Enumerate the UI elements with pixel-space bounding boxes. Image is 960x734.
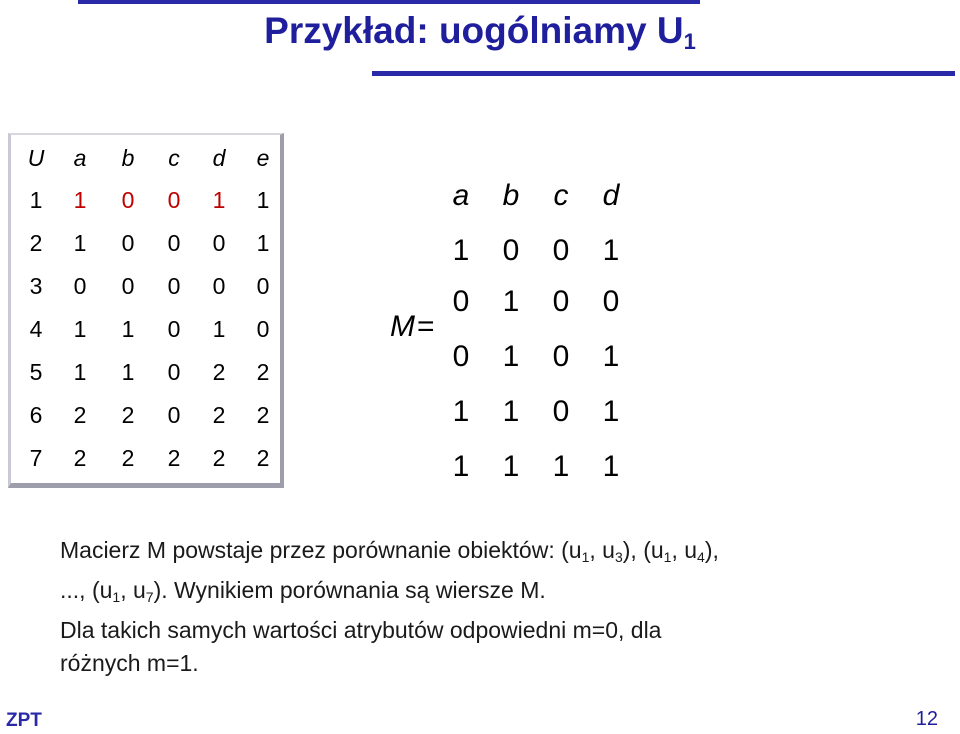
description-segment: ), bbox=[704, 537, 719, 563]
table-cell: 1 bbox=[29, 187, 43, 213]
footer-logo-text: ZPT bbox=[6, 710, 42, 731]
matrix-cell: 0 bbox=[602, 285, 620, 318]
table-cell: 7 bbox=[29, 445, 43, 471]
table-cell: 2 bbox=[212, 445, 226, 471]
table-cell: 0 bbox=[167, 273, 181, 299]
matrix-cell: 1 bbox=[452, 450, 470, 483]
table-cell: 0 bbox=[256, 316, 270, 342]
matrix-header-1: b bbox=[502, 179, 520, 212]
matrix-cell: 0 bbox=[552, 285, 570, 318]
table-cell: 1 bbox=[212, 316, 226, 342]
matrix-cell: 0 bbox=[552, 340, 570, 373]
slide-title bbox=[0, 10, 960, 55]
table-cell: 2 bbox=[73, 402, 87, 428]
description-segment: ). Wynikiem porównania są wiersze M. bbox=[153, 577, 546, 603]
table-cell: 1 bbox=[73, 316, 87, 342]
table-cell: 6 bbox=[29, 402, 43, 428]
matrix-cell: 0 bbox=[452, 340, 470, 373]
slide-title-text: Przykład: uogólniamy U bbox=[264, 10, 684, 51]
description-segment: , u bbox=[120, 577, 146, 603]
description-subscript: 4 bbox=[697, 549, 705, 565]
description-subscript: 3 bbox=[614, 549, 623, 565]
matrix-cell: 1 bbox=[502, 395, 520, 428]
matrix-header-0: a bbox=[452, 179, 470, 212]
matrix-cell: 1 bbox=[452, 234, 470, 267]
description-subscript: 7 bbox=[145, 589, 154, 605]
table-cell: 0 bbox=[121, 230, 135, 256]
description-text bbox=[60, 534, 940, 680]
table-cell: 0 bbox=[167, 187, 181, 213]
table-cell: 2 bbox=[212, 402, 226, 428]
table-cell: 0 bbox=[212, 230, 226, 256]
title-underline-rule bbox=[372, 71, 955, 76]
table-cell: 2 bbox=[256, 359, 270, 385]
table-cell: 0 bbox=[167, 402, 181, 428]
matrix-cell: 1 bbox=[502, 450, 520, 483]
table-cell: 2 bbox=[121, 445, 135, 471]
table-cell: 1 bbox=[212, 187, 226, 213]
table-cell: 1 bbox=[73, 359, 87, 385]
matrix-equals-sign: = bbox=[417, 310, 435, 343]
table-header-3: c bbox=[168, 145, 180, 171]
matrix-name: M bbox=[390, 310, 415, 343]
matrix-cell: 1 bbox=[452, 395, 470, 428]
description-line-4: różnych m=1. bbox=[60, 650, 199, 676]
matrix-cell: 0 bbox=[502, 234, 520, 267]
top-decorative-rule bbox=[78, 0, 700, 4]
matrix-label bbox=[390, 310, 435, 344]
matrix-cell: 0 bbox=[552, 234, 570, 267]
table-cell: 0 bbox=[167, 230, 181, 256]
table-cell: 1 bbox=[256, 187, 270, 213]
matrix-cell: 0 bbox=[552, 395, 570, 428]
description-line-2 bbox=[60, 574, 940, 614]
description-subscript: 1 bbox=[112, 589, 121, 605]
table-cell: 1 bbox=[73, 230, 87, 256]
table-cell: 3 bbox=[29, 273, 43, 299]
table-cell: 0 bbox=[73, 273, 87, 299]
matrix-cell: 1 bbox=[602, 234, 620, 267]
description-line-1 bbox=[60, 534, 940, 574]
description-segment: ), (u bbox=[622, 537, 664, 563]
table-header-0: U bbox=[27, 145, 45, 171]
matrix-cell: 1 bbox=[552, 450, 570, 483]
table-cell: 0 bbox=[167, 359, 181, 385]
table-cell: 2 bbox=[256, 445, 270, 471]
table-header-4: d bbox=[212, 145, 226, 171]
page-number: 12 bbox=[915, 708, 938, 730]
description-segment: Macierz M powstaje przez porównanie obiektów: (u bbox=[60, 537, 582, 563]
matrix-cell: 1 bbox=[602, 450, 620, 483]
table-cell: 1 bbox=[256, 230, 270, 256]
matrix-cell: 1 bbox=[602, 395, 620, 428]
matrix-cell: 1 bbox=[502, 285, 520, 318]
table-header-2: b bbox=[121, 145, 135, 171]
matrix-header-3: d bbox=[602, 179, 620, 212]
matrix-cell: 0 bbox=[452, 285, 470, 318]
matrix-cell: 1 bbox=[602, 340, 620, 373]
table-cell: 0 bbox=[121, 273, 135, 299]
matrix-cell: 1 bbox=[502, 340, 520, 373]
table-cell: 0 bbox=[121, 187, 135, 213]
description-subscript: 1 bbox=[663, 549, 672, 565]
description-line-3: Dla takich samych wartości atrybutów odpowiedni m=0, dla bbox=[60, 617, 662, 643]
slide-title-subscript: 1 bbox=[683, 29, 696, 54]
matrix-header-2: c bbox=[553, 179, 569, 212]
table-cell: 2 bbox=[73, 445, 87, 471]
table-header-5: e bbox=[256, 145, 270, 171]
table-cell: 1 bbox=[73, 187, 87, 213]
table-cell: 2 bbox=[167, 445, 181, 471]
table-cell: 2 bbox=[121, 402, 135, 428]
table-cell: 1 bbox=[121, 359, 135, 385]
table-cell: 4 bbox=[29, 316, 43, 342]
table-cell: 1 bbox=[121, 316, 135, 342]
table-cell: 2 bbox=[212, 359, 226, 385]
table-header-1: a bbox=[73, 145, 87, 171]
decision-table bbox=[8, 133, 284, 488]
table-cell: 5 bbox=[29, 359, 43, 385]
description-segment: , u bbox=[589, 537, 615, 563]
table-cell: 2 bbox=[256, 402, 270, 428]
table-cell: 0 bbox=[212, 273, 226, 299]
description-segment: , u bbox=[671, 537, 698, 563]
table-cell: 2 bbox=[29, 230, 43, 256]
table-cell: 0 bbox=[167, 316, 181, 342]
description-segment: ..., (u bbox=[60, 577, 113, 603]
table-cell: 0 bbox=[256, 273, 270, 299]
description-subscript: 1 bbox=[581, 549, 590, 565]
